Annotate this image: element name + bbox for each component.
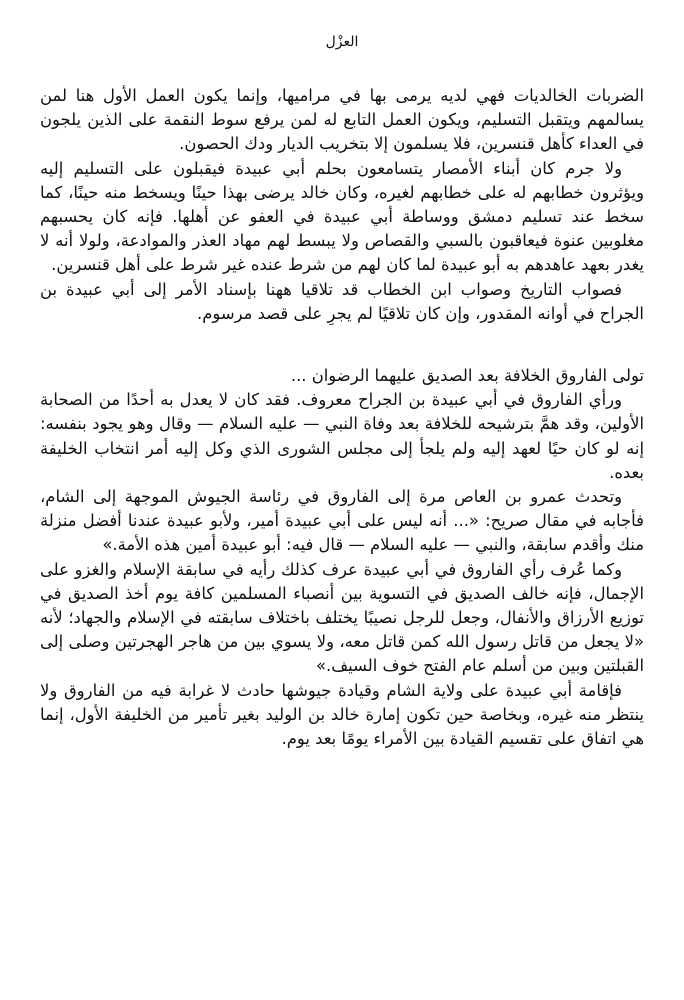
paragraph-3: فصواب التاريخ وصواب ابن الخطاب قد تلاقيا ههنا بإسناد الأمر إلى أبي عبيدة بن الجراح في أوانه المقدور، وإن كان تلاقيًا لم يجرِ على قصد مرسوم. xyxy=(40,279,644,323)
paragraph-2: ولا جرم كان أبناء الأمصار يتسامعون بحلم أبي عبيدة فيقبلون على التسليم إليه ويؤثرون خطابهم له على خطابهم لغيره، وكان خالد يرضى بهذا حينًا ويسخط منه حينًا، كما سخط عند تسليم دمشق ووساطة أبي عبيدة في العفو عن أهلها. فإنه كان يحسبهم مغلوبين عنوة فيعاقبون بالسبي والقصاص ولا يبسط لهم مهاد العذر والموادعة، ولولا أنه لا يغدر بعهد عاهدهم به أبو عبيدة لما كان لهم من شرط عنده غير شرط على أهل قنسرين. xyxy=(40,158,644,275)
paragraph-1: الضربات الخالديات فهي لديه يرمى بها في مراميها، وإنما يكون العمل الأول هنا لمن يسالمهم ويتقبل التسليم، ويكون العمل التابع له لمن يرفع سوط النقمة على الذين يلجون في العداء كأهل قنسرين، فلا يسلمون إلا بتخريب الديار ودك الحصون. xyxy=(40,86,644,154)
paragraph-8: فإقامة أبي عبيدة على ولاية الشام وقيادة جيوشها حادث لا غرابة فيه من الفاروق ولا ينتظر منه غيره، وبخاصة حين تكون إمارة خالد بن الوليد بغير تأمير من الخليفة الأول، إنما هي اتفاق على تقسيم القيادة بين الأمراء يومًا بعد يوم. xyxy=(40,680,644,749)
paragraph-7: وكما عُرف رأي الفاروق في أبي عبيدة عرف كذلك رأيه في سابقة الإسلام والغزو على الإجمال، فإنه خالف الصديق في التسوية بين أنصباء المسلمين كافة يوم أخذ الصديق في توزيع الأرزاق والأنفال، وجعل للرجل نصيبًا يختلف باختلاف سابقته في الإسلام والجهاد؛ لأنه «لا يجعل من قاتل رسول الله كمن قاتل معه، ولا يسوي بين من هاجر الهجرتين وصلى إلى القبلتين وبين من أسلم عام الفتح خوف السيف.» xyxy=(40,559,644,676)
section-break xyxy=(40,326,644,364)
paragraph-5: ورأي الفاروق في أبي عبيدة بن الجراح معروف. فقد كان لا يعدل به أحدًا من الصحابة الأولين، وقد همَّ بترشيحه للخلافة بعد وفاة النبي — عليه السلام — وقال وهو يجود بنفسه: إنه لو كان حيًا لعهد إليه ولم يلجأ إلى مجلس الشورى الذي وكل إليه أمر انتخاب الخليفة بعده. xyxy=(40,390,644,482)
paragraph-6: وتحدث عمرو بن العاص مرة إلى الفاروق في رئاسة الجيوش الموجهة إلى الشام، فأجابه في مقال صريح: «... أنه ليس على أبي عبيدة أمير، ولأبو عبيدة عندنا أفضل منزلة منك وأقدم سابقة، والنبي — عليه السلام — قال فيه: أبو عبيدة أمين هذه الأمة.» xyxy=(40,487,644,555)
page-header: العزْل xyxy=(325,34,359,50)
paragraph-4: تولى الفاروق الخلافة بعد الصديق عليهما الرضوان ... xyxy=(290,366,644,386)
